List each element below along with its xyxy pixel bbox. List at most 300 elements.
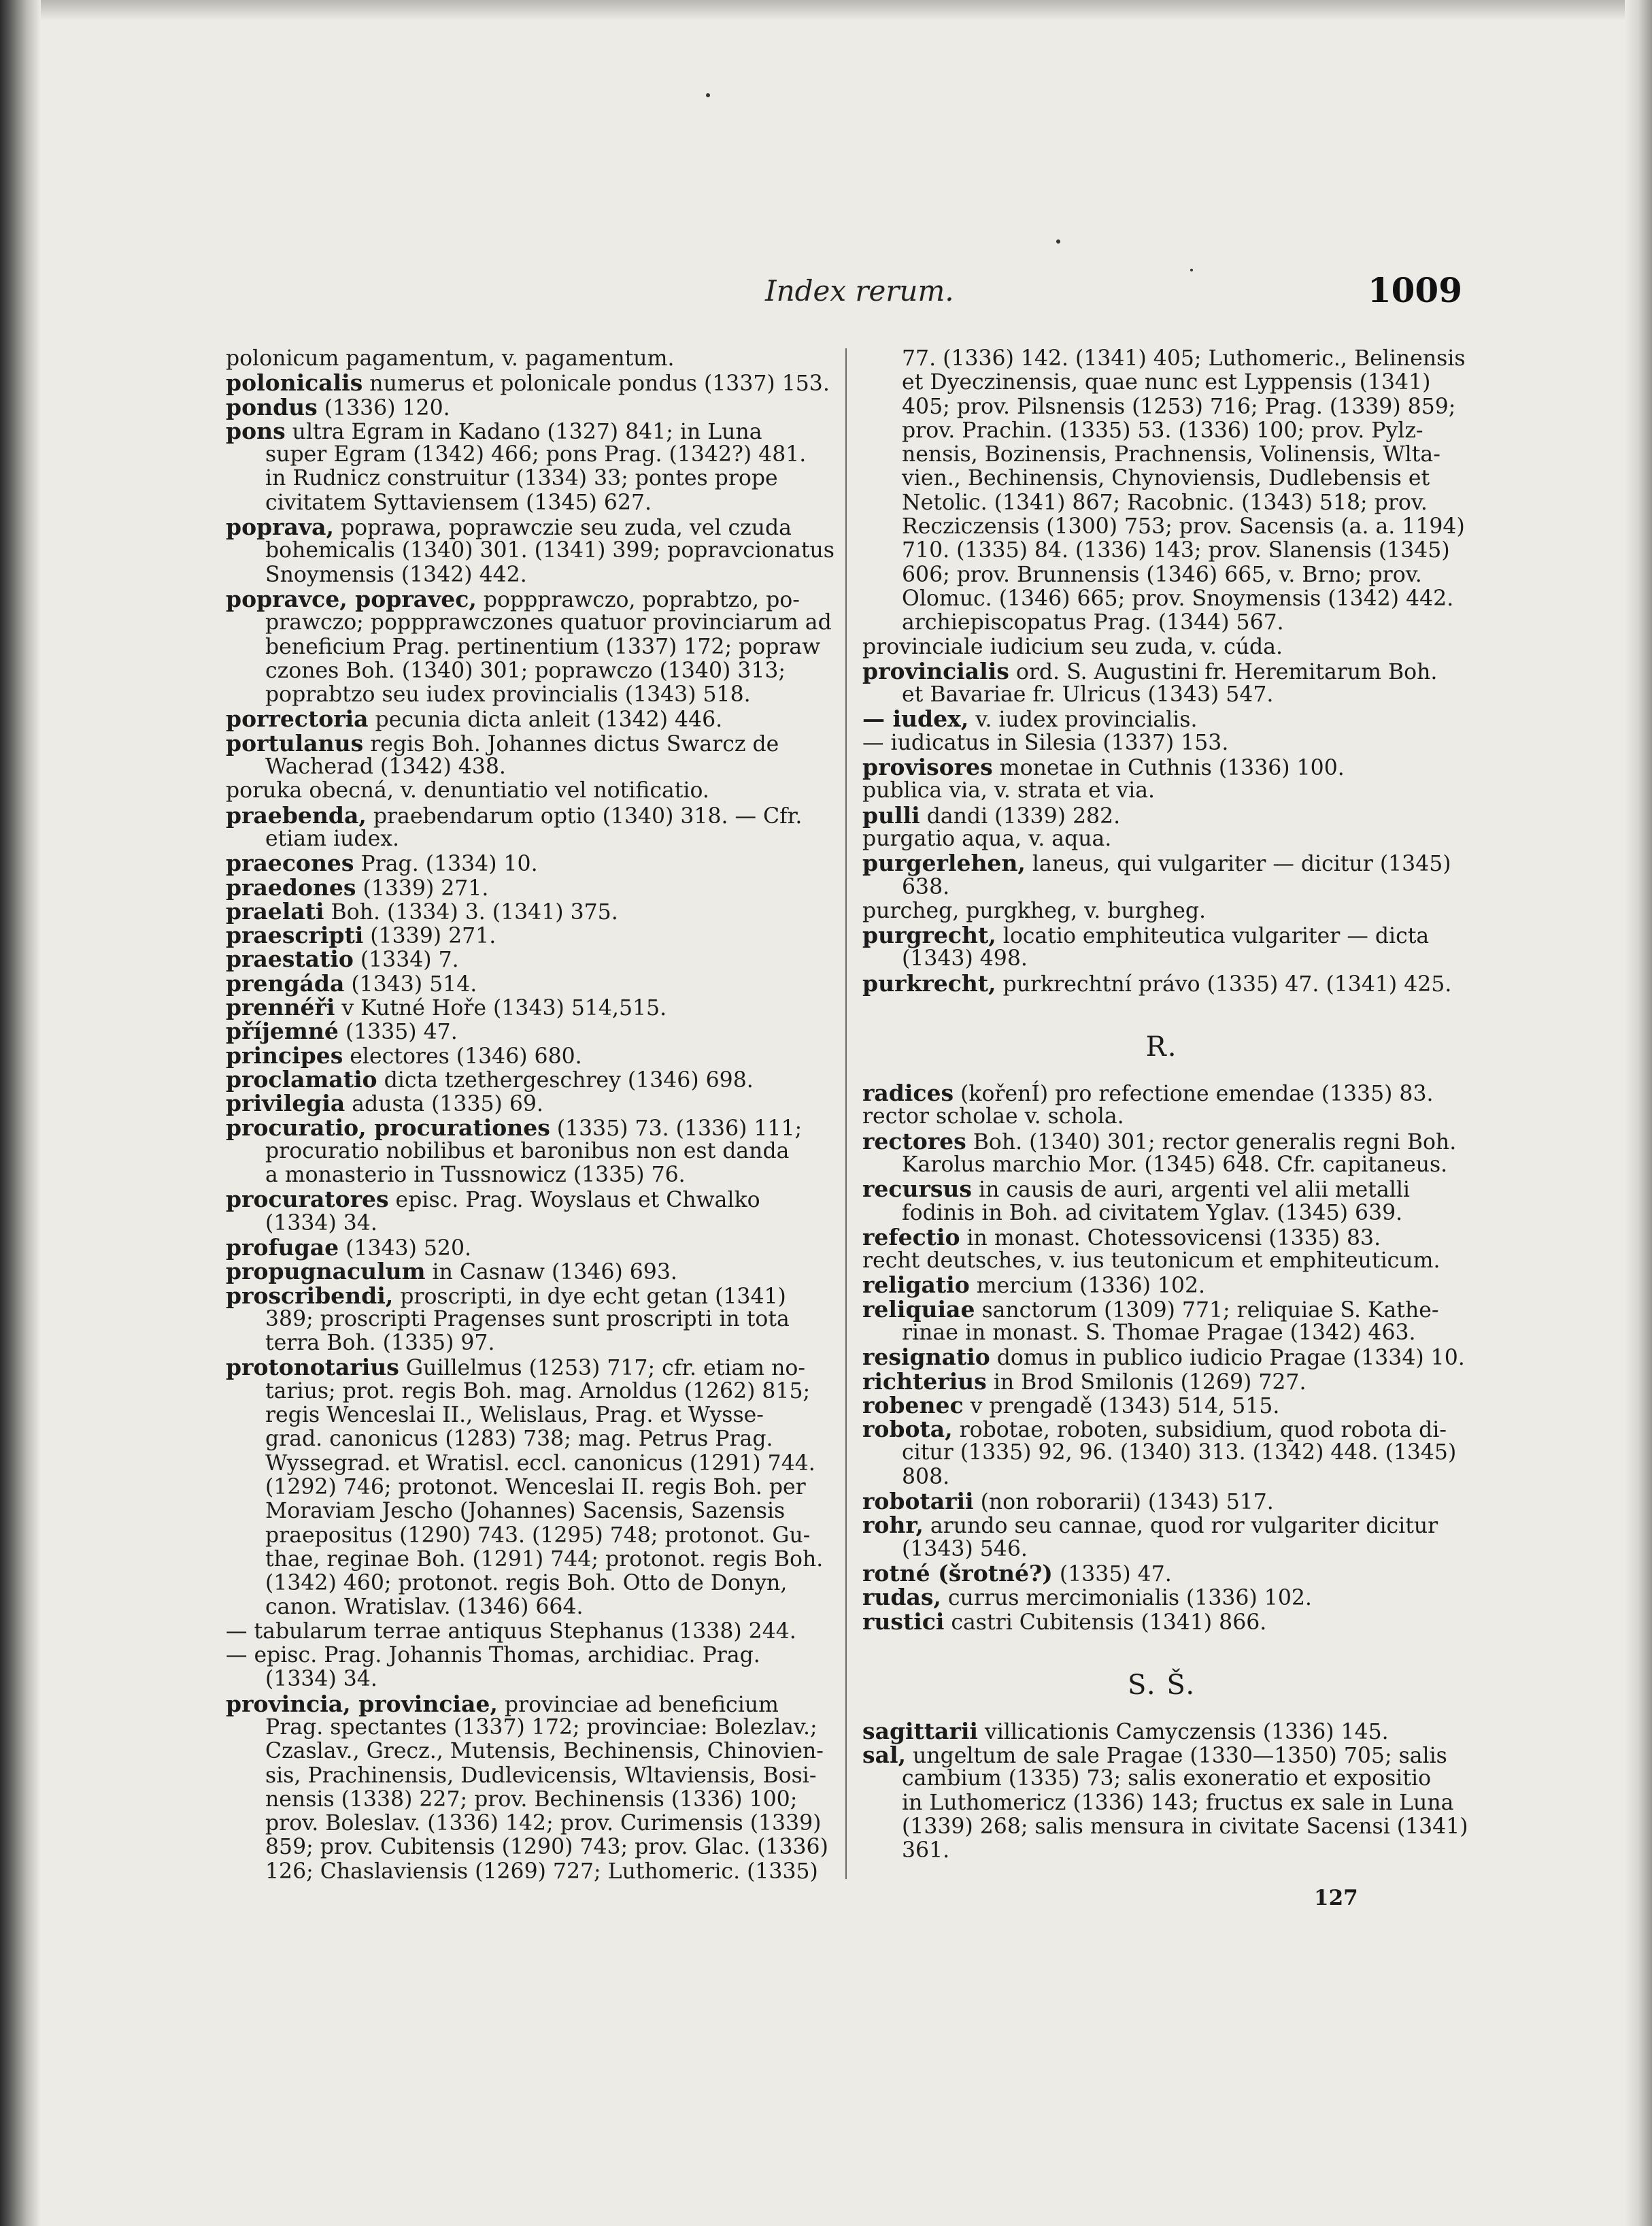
- index-entry-text: proscripti, in dye echt getan (1341): [393, 1284, 786, 1309]
- index-line: [226, 1380, 828, 1403]
- page-edge-top: [0, 0, 1652, 20]
- index-line: [862, 563, 1461, 587]
- index-line: [226, 1259, 828, 1283]
- index-line: [226, 755, 828, 779]
- index-line: [226, 1860, 828, 1884]
- index-line: [862, 467, 1461, 491]
- index-line: [862, 514, 1465, 539]
- index-line: [226, 538, 835, 563]
- index-line: [862, 827, 1461, 851]
- index-entry-text: (1339) 271.: [356, 876, 489, 901]
- index-line: [862, 635, 1461, 659]
- index-entry-text: regis Boh. Johannes dictus Swarcz de: [363, 731, 779, 757]
- index-line: [226, 1427, 828, 1451]
- index-line: [226, 923, 828, 947]
- index-lemma: rudas,: [862, 1584, 941, 1611]
- index-lemma: profugae: [226, 1233, 339, 1261]
- index-entry-text: thae, reginae Boh. (1291) 744; protonot. regis Boh.: [265, 1546, 824, 1572]
- index-entry-text: (1335) 47.: [1052, 1561, 1172, 1587]
- index-entry-text: 606; prov. Brunnensis (1346) 665, v. Brno; prov.: [902, 562, 1422, 587]
- index-lemma: praestatio: [226, 946, 354, 973]
- index-line: [862, 1538, 1461, 1561]
- page-edge-right: [1625, 0, 1652, 2226]
- index-entry-text: bohemicalis (1340) 301. (1341) 399; popravcionatus: [265, 538, 835, 563]
- index-line: [226, 947, 828, 971]
- index-section-r: [862, 1080, 1465, 1635]
- index-line: [862, 876, 1461, 899]
- index-entry-text: 389; proscripti Pragenses sunt proscripti in tota: [265, 1306, 790, 1331]
- index-column-right: [862, 346, 1468, 1863]
- column-divider: [845, 348, 847, 1879]
- index-entry-text: nensis (1338) 227; prov. Bechinensis (1336) 100;: [265, 1787, 798, 1812]
- index-entry-text: archiepiscopatus Prag. (1344) 567.: [902, 610, 1284, 635]
- index-lemma: praebenda,: [226, 801, 367, 829]
- index-line: [226, 683, 828, 707]
- paper-speck: [706, 93, 710, 97]
- index-entry-text: purkrechtní právo (1335) 47. (1341) 425.: [996, 971, 1452, 997]
- index-line: [226, 347, 828, 371]
- index-line: [226, 1067, 828, 1091]
- index-entry-text: poruka obecná, v. denuntiatio vel notificatio.: [226, 778, 709, 803]
- index-line: [862, 1417, 1461, 1441]
- index-lemma: robota,: [862, 1416, 953, 1443]
- index-line: [226, 563, 828, 587]
- index-line: [226, 1044, 828, 1067]
- index-line: [226, 587, 828, 611]
- index-entry-text: et Dyeczinensis, quae nunc est Lyppensis (1341): [902, 370, 1431, 395]
- index-entry-text: ord. S. Augustini fr. Heremitarum Boh.: [1009, 659, 1438, 684]
- index-entry-text: Prag. (1334) 10.: [354, 852, 538, 877]
- index-line: [862, 611, 1461, 635]
- index-entry-text: episc. Prag. Woyslaus et Chwalko: [388, 1188, 760, 1213]
- index-line: [862, 346, 1466, 371]
- index-line: [226, 515, 828, 539]
- index-entry-text: in Brod Smilonis (1269) 727.: [986, 1369, 1307, 1395]
- index-lemma: rotné (šrotné?): [862, 1559, 1053, 1587]
- index-line: [862, 971, 1461, 995]
- index-entry-text: (1339) 268; salis mensura in civitate Sacensi (1341): [902, 1814, 1468, 1840]
- index-section-p-continued: [862, 346, 1466, 997]
- running-title: Index rerum.: [765, 274, 954, 308]
- index-line: [226, 610, 832, 635]
- index-entry-text: (kořenÍ) pro refectione emendae (1335) 83.: [954, 1082, 1434, 1107]
- index-lemma: proscribendi,: [226, 1282, 394, 1309]
- index-line: [862, 1129, 1461, 1153]
- index-entry-text: (1292) 746; protonot. Wenceslai II. regis Boh. per: [265, 1474, 806, 1499]
- index-entry-text: super Egram (1342) 466; pons Prag. (1342?) 481.: [265, 442, 807, 467]
- index-entry-text: terra Boh. (1335) 97.: [265, 1331, 495, 1356]
- index-entry-text: praebendarum optio (1340) 318. — Cfr.: [366, 803, 803, 829]
- index-line: [862, 1513, 1461, 1537]
- index-line: [862, 851, 1461, 875]
- index-line: [226, 1740, 828, 1763]
- index-line: [226, 1308, 828, 1331]
- index-entry-text: 77. (1336) 142. (1341) 405; Luthomeric., Belinensis: [902, 346, 1466, 371]
- index-entry-text: prawczo; poppprawczones quatuor provinciarum ad: [265, 610, 832, 635]
- index-line: [862, 707, 1461, 731]
- index-entry-text: electores (1346) 680.: [343, 1044, 582, 1069]
- index-line: [862, 1081, 1461, 1105]
- index-entry-text: recht deutsches, v. ius teutonicum et emphiteuticum.: [862, 1248, 1440, 1274]
- index-entry-text: v. iudex provincialis.: [968, 708, 1198, 733]
- index-entry-text: mercium (1336) 102.: [969, 1274, 1206, 1299]
- index-entry-text: 808.: [902, 1464, 950, 1489]
- index-lemma: proclamatio: [226, 1065, 377, 1093]
- index-lemma: sal,: [862, 1742, 906, 1769]
- index-lemma: rustici: [862, 1608, 945, 1635]
- index-entry-text: currus mercimonialis (1336) 102.: [941, 1586, 1312, 1611]
- index-entry-text: et Bavariae fr. Ulricus (1343) 547.: [902, 682, 1274, 708]
- index-entry-text: (non roborarii) (1343) 517.: [973, 1490, 1274, 1515]
- index-entry-text: — tabularum terrae antiquus Stephanus (1338) 244.: [226, 1618, 796, 1644]
- index-line: [862, 1321, 1461, 1345]
- paper-speck: [1056, 239, 1060, 244]
- index-entry-text: — episc. Prag. Johannis Thomas, archidiac. Prag.: [226, 1643, 760, 1668]
- index-entry-text: v Kutné Hoře (1343) 514,515.: [335, 996, 667, 1021]
- index-entry-text: (1334) 34.: [265, 1667, 377, 1692]
- index-entry-text: (1343) 520.: [339, 1235, 472, 1261]
- index-line: [226, 1644, 828, 1667]
- index-line: [226, 419, 828, 443]
- index-line: [226, 395, 828, 419]
- index-entry-text: 710. (1335) 84. (1336) 143; prov. Slanensis (1345): [902, 538, 1450, 563]
- index-entry-text: (1334) 34.: [265, 1210, 377, 1235]
- index-line: [226, 1764, 828, 1788]
- index-line: [862, 1743, 1461, 1767]
- index-entry-text: vien., Bechinensis, Chynoviensis, Dudlebensis et: [902, 466, 1430, 491]
- index-entry-text: pecunia dicta anleit (1342) 446.: [368, 708, 723, 733]
- index-entry-text: cambium (1335) 73; salis exoneratio et expositio: [902, 1766, 1432, 1791]
- index-entry-text: dandi (1339) 282.: [920, 803, 1121, 829]
- index-entry-text: 361.: [902, 1838, 950, 1863]
- index-line: [862, 1465, 1461, 1489]
- index-lemma: prennéři: [226, 994, 335, 1021]
- index-entry-text: 405; prov. Pilsnensis (1253) 716; Prag. (1339) 859;: [902, 394, 1456, 419]
- index-lemma: prengáda: [226, 969, 345, 997]
- index-lemma: radices: [862, 1080, 954, 1107]
- index-lemma: rectores: [862, 1127, 966, 1154]
- index-line: [226, 1812, 828, 1835]
- index-entry-text: Snoymensis (1342) 442.: [265, 562, 527, 587]
- index-line: [226, 1140, 828, 1163]
- index-entry-text: (1334) 7.: [353, 948, 459, 973]
- index-entry-text: castri Cubitensis (1341) 866.: [944, 1610, 1267, 1635]
- index-lemma: purkrecht,: [862, 969, 996, 997]
- index-entry-text: poppprawczo, poprabtzo, po-: [476, 587, 800, 612]
- index-lemma: příjemné: [226, 1018, 339, 1045]
- index-line: [862, 1297, 1461, 1321]
- index-line: [862, 1610, 1461, 1633]
- index-line: [226, 1595, 828, 1619]
- index-lemma: refectio: [862, 1223, 960, 1250]
- index-line: [862, 395, 1461, 419]
- index-entry-text: monetae in Cuthnis (1336) 100.: [992, 756, 1345, 781]
- page-number: 1009: [1367, 270, 1462, 310]
- index-entry-text: civitatem Syttaviensem (1345) 627.: [265, 490, 652, 515]
- index-entry-text: (1343) 514.: [344, 971, 477, 997]
- index-line: [226, 707, 828, 731]
- index-entry-text: Recziczensis (1300) 753; prov. Sacensis (a. a. 1194): [902, 514, 1465, 539]
- index-line: [226, 371, 828, 395]
- index-entry-text: Boh. (1340) 301; rector generalis regni Boh.: [966, 1129, 1457, 1154]
- index-entry-text: grad. canonicus (1283) 738; mag. Petrus Prag.: [265, 1427, 773, 1452]
- index-entry-text: (1336) 120.: [317, 395, 450, 420]
- index-entry-text: canon. Wratislav. (1346) 664.: [265, 1595, 584, 1620]
- index-lemma: procuratores: [226, 1186, 389, 1213]
- index-line: [226, 1692, 828, 1716]
- index-line: [862, 1369, 1461, 1393]
- index-entry-text: purcheg, purgkheg, v. burgheg.: [862, 898, 1207, 923]
- index-entry-text: Wyssegrad. et Wratisl. eccl. canonicus (1291) 744.: [265, 1450, 815, 1476]
- index-line: [226, 1403, 828, 1427]
- index-entry-text: regis Wenceslai II., Welislaus, Prag. et Wysse-: [265, 1403, 764, 1428]
- index-line: [862, 1489, 1461, 1513]
- index-lemma: recursus: [862, 1176, 973, 1203]
- index-lemma: pondus: [226, 393, 318, 420]
- index-entry-text: rector scholae v. schola.: [862, 1104, 1124, 1129]
- page-edge-left: [0, 0, 41, 2226]
- index-line: [862, 1791, 1461, 1815]
- index-entry-text: sis, Prachinensis, Dudlevicensis, Wltaviensis, Bosi-: [265, 1763, 817, 1788]
- index-line: [226, 1788, 828, 1812]
- index-line: [862, 443, 1461, 467]
- index-entry-text: rinae in monast. S. Thomae Pragae (1342) 463.: [902, 1320, 1416, 1345]
- index-line: [862, 1839, 1461, 1863]
- index-entry-text: czones Boh. (1340) 301; poprawczo (1340) 313;: [265, 658, 786, 683]
- index-entry-text: in Rudnicz construitur (1334) 33; pontes prope: [265, 466, 778, 491]
- index-entry-text: ultra Egram in Kadano (1327) 841; in Luna: [285, 419, 762, 444]
- index-entry-text: in Luthomericz (1336) 143; fructus ex sale in Luna: [902, 1790, 1454, 1815]
- index-entry-text: procuratio nobilibus et baronibus non est danda: [265, 1138, 790, 1163]
- index-lemma: purgerlehen,: [862, 850, 1026, 877]
- index-entry-text: numerus et polonicale pondus (1337) 153.: [363, 371, 830, 397]
- index-line: [862, 1249, 1461, 1273]
- index-line: [862, 1344, 1465, 1371]
- index-entry-text: a monasterio in Tussnowicz (1335) 76.: [265, 1163, 686, 1188]
- index-line: [226, 1667, 828, 1691]
- index-lemma: — iudex,: [862, 705, 969, 733]
- index-line: [226, 467, 828, 491]
- index-line: [226, 635, 828, 659]
- index-line: [226, 443, 828, 467]
- index-lemma: protonotarius: [226, 1354, 399, 1381]
- index-line: [862, 1177, 1461, 1201]
- index-entry-text: polonicum pagamentum, v. pagamentum.: [226, 346, 675, 371]
- index-entry-text: tarius; prot. regis Boh. mag. Arnoldus (1262) 815;: [265, 1378, 811, 1403]
- index-line: [862, 1441, 1461, 1465]
- index-line: [226, 659, 828, 683]
- index-line: [862, 1105, 1461, 1129]
- index-entry-text: locatio emphiteutica vulgariter — dicta: [996, 924, 1430, 949]
- index-line: [862, 659, 1461, 683]
- index-column-left: [226, 346, 835, 1884]
- index-entry-text: in monast. Chotessovicensi (1335) 83.: [960, 1225, 1381, 1250]
- index-line: [226, 1212, 828, 1235]
- index-line: [226, 1091, 828, 1115]
- index-entry-text: fodinis in Boh. ad civitatem Yglav. (1345) 639.: [902, 1200, 1403, 1225]
- index-line: [862, 779, 1461, 803]
- index-entry-text: Guillelmus (1253) 717; cfr. etiam no-: [399, 1356, 805, 1381]
- index-entry-text: purgatio aqua, v. aqua.: [862, 826, 1112, 851]
- index-entry-text: (1343) 498.: [902, 946, 1028, 971]
- index-line: [226, 1331, 828, 1355]
- index-line: [226, 1452, 828, 1476]
- index-line: [226, 803, 828, 827]
- index-lemma: purgrecht,: [862, 922, 996, 949]
- index-entry-text: arundo seu cannae, quod ror vulgariter dicitur: [923, 1514, 1438, 1539]
- index-line: [862, 1153, 1461, 1177]
- section-heading-s: S. Š.: [1127, 1669, 1196, 1701]
- index-entry-text: Czaslav., Grecz., Mutensis, Bechinensis, Chinovien-: [265, 1739, 824, 1764]
- index-line: [862, 1814, 1468, 1840]
- index-line: [226, 1116, 828, 1140]
- index-entry-text: in Casnaw (1346) 693.: [425, 1260, 677, 1285]
- index-entry-text: prov. Prachin. (1335) 53. (1336) 100; prov. Pylz-: [902, 418, 1423, 443]
- index-entry-text: (1335) 47.: [338, 1020, 458, 1045]
- index-line: [226, 1548, 828, 1572]
- index-lemma: richterius: [862, 1367, 987, 1395]
- index-entry-text: in causis de auri, argenti vel alii metalli: [972, 1178, 1410, 1203]
- index-entry-text: citur (1335) 92, 96. (1340) 313. (1342) 448. (1345): [902, 1440, 1457, 1465]
- index-line: [862, 899, 1461, 923]
- index-lemma: praecones: [226, 850, 354, 877]
- index-line: [862, 755, 1461, 779]
- index-line: [226, 1284, 828, 1308]
- index-line: [862, 923, 1461, 947]
- index-entry-text: Moraviam Jescho (Johannes) Sacensis, Sazensis: [265, 1499, 786, 1524]
- index-entry-text: domus in publico iudicio Pragae (1334) 10.: [990, 1346, 1465, 1371]
- signature-mark: 127: [1314, 1886, 1358, 1910]
- index-lemma: polonicalis: [226, 369, 363, 397]
- index-line: [226, 1716, 828, 1740]
- index-entry-text: Olomuc. (1346) 665; prov. Snoymensis (1342) 442.: [902, 586, 1454, 611]
- index-line: [862, 1393, 1461, 1417]
- index-line: [226, 876, 828, 899]
- index-entry-text: (1335) 73. (1336) 111;: [550, 1116, 803, 1141]
- index-lemma: provisores: [862, 754, 993, 781]
- index-lemma: pulli: [862, 801, 920, 829]
- index-lemma: porrectoria: [226, 705, 369, 733]
- index-line: [226, 779, 828, 803]
- index-entry-text: (1339) 271.: [363, 924, 496, 949]
- index-line: [226, 1187, 828, 1211]
- index-lemma: provincia, provinciae,: [226, 1690, 498, 1717]
- index-line: [862, 683, 1461, 707]
- index-entry-text: villicationis Camyczensis (1336) 145.: [977, 1719, 1389, 1744]
- index-lemma: provincialis: [862, 657, 1009, 684]
- index-entry-text: robotae, roboten, subsidium, quod robota di-: [952, 1418, 1447, 1443]
- index-entry-text: v prengadě (1343) 514, 515.: [963, 1393, 1280, 1418]
- index-entry-text: provinciae ad beneficium: [497, 1692, 779, 1717]
- index-line: [226, 851, 828, 875]
- page-header: [224, 269, 1462, 316]
- index-lemma: resignatio: [862, 1344, 990, 1371]
- index-line: [862, 1767, 1461, 1791]
- index-entry-text: 859; prov. Cubitensis (1290) 743; prov. Glac. (1336): [265, 1835, 828, 1860]
- index-lemma: sagittarii: [862, 1717, 978, 1744]
- index-entry-text: Wacherad (1342) 438.: [265, 754, 506, 780]
- index-line: [226, 899, 828, 923]
- index-line: [862, 1561, 1461, 1585]
- index-entry-text: etiam iudex.: [265, 826, 399, 851]
- index-entry-text: nensis, Bozinensis, Prachnensis, Volinensis, Wlta-: [902, 442, 1440, 467]
- index-line: [862, 491, 1461, 515]
- index-line: [862, 731, 1461, 755]
- index-line: [862, 947, 1461, 971]
- index-entry-text: Boh. (1334) 3. (1341) 375.: [324, 899, 618, 925]
- index-entry-text: Karolus marchio Mor. (1345) 648. Cfr. capitaneus.: [902, 1152, 1448, 1177]
- index-line: [862, 419, 1461, 443]
- index-entry-text: praepositus (1290) 743. (1295) 748; protonot. Gu-: [265, 1523, 811, 1548]
- index-entry-text: 126; Chaslaviensis (1269) 727; Luthomeric. (1335): [265, 1859, 818, 1884]
- index-entry-text: poprawa, poprawczie seu zuda, vel czuda: [333, 516, 792, 541]
- index-line: [862, 539, 1461, 563]
- index-lemma: reliquiae: [862, 1295, 975, 1323]
- section-heading-r: R.: [1145, 1031, 1178, 1063]
- index-lemma: praedones: [226, 874, 356, 901]
- index-line: [226, 731, 828, 755]
- index-lemma: principes: [226, 1042, 343, 1069]
- index-line: [226, 1355, 828, 1379]
- index-line: [226, 1835, 828, 1859]
- index-lemma: praescripti: [226, 922, 364, 949]
- index-entry-text: 638.: [902, 874, 950, 899]
- index-entry-text: prov. Boleslav. (1336) 142; prov. Curimensis (1339): [265, 1811, 822, 1836]
- index-entry-text: (1342) 460; protonot. regis Boh. Otto de Donyn,: [265, 1571, 788, 1596]
- index-line: [226, 1235, 828, 1259]
- index-line: [226, 1572, 828, 1595]
- index-line: [226, 827, 828, 851]
- index-section-s: [862, 1717, 1468, 1863]
- index-line: [862, 803, 1461, 827]
- index-line: [226, 995, 828, 1019]
- index-lemma: portulanus: [226, 729, 364, 757]
- index-line: [226, 1620, 828, 1644]
- index-lemma: procuratio, procurationes: [226, 1114, 550, 1141]
- index-lemma: rohr,: [862, 1512, 924, 1539]
- index-line: [862, 1201, 1461, 1225]
- index-lemma: poprava,: [226, 514, 334, 541]
- index-entry-text: provinciale iudicium seu zuda, v. cúda.: [862, 634, 1283, 659]
- index-entry-text: (1343) 546.: [902, 1536, 1028, 1561]
- index-lemma: praelati: [226, 897, 324, 925]
- index-line: [862, 1719, 1461, 1743]
- index-line: [226, 1524, 828, 1548]
- index-lemma: privilegia: [226, 1090, 345, 1117]
- index-line: [226, 1019, 828, 1043]
- index-line: [862, 1225, 1461, 1249]
- index-entry-text: adusta (1335) 69.: [345, 1092, 543, 1117]
- index-entry-text: Netolic. (1341) 867; Racobnic. (1343) 518; prov.: [902, 490, 1428, 515]
- index-line: [226, 971, 828, 995]
- index-line: [226, 491, 828, 515]
- index-entry-text: ungeltum de sale Pragae (1330—1350) 705; salis: [906, 1744, 1447, 1769]
- index-line: [226, 1499, 828, 1523]
- index-line: [862, 1585, 1461, 1609]
- index-entry-text: beneficium Prag. pertinentium (1337) 172; popraw: [265, 634, 821, 659]
- index-entry-text: poprabtzo seu iudex provincialis (1343) 518.: [265, 682, 751, 708]
- index-entry-text: publica via, v. strata et via.: [862, 778, 1156, 803]
- index-lemma: robotarii: [862, 1488, 974, 1515]
- index-lemma: pons: [226, 417, 286, 444]
- index-line: [862, 1273, 1461, 1297]
- index-entry-text: — iudicatus in Silesia (1337) 153.: [862, 730, 1229, 755]
- index-lemma: religatio: [862, 1272, 970, 1299]
- index-entry-text: dicta tzethergeschrey (1346) 698.: [377, 1067, 754, 1093]
- index-lemma: propugnaculum: [226, 1258, 426, 1285]
- index-line: [226, 1163, 828, 1187]
- index-line: [226, 1476, 828, 1499]
